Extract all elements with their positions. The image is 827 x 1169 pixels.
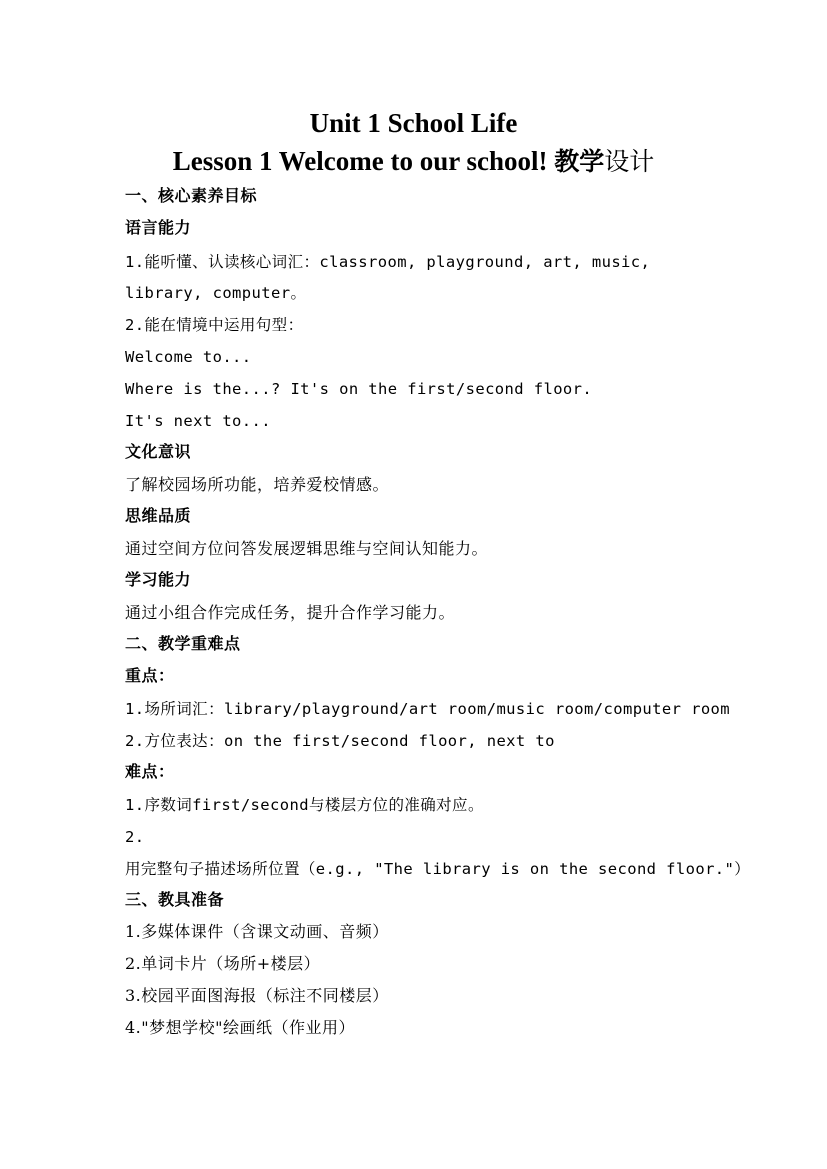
sentence-pattern: Where is the...? It's on the first/second floor. — [125, 380, 593, 398]
material-item: 3.校园平面图海报（标注不同楼层） — [125, 986, 389, 1005]
objective-line: 通过空间方位问答发展逻辑思维与空间认知能力。 — [125, 539, 489, 558]
difficulty-line: 2. — [125, 828, 145, 846]
material-item: 2.单词卡片（场所+楼层） — [125, 954, 321, 973]
unit-title: Unit 1 School Life — [309, 108, 518, 138]
lesson-title — [0, 143, 827, 180]
lesson-title-chinese-bold: 教学 — [554, 147, 605, 176]
objective-line: 2.能在情境中运用句型： — [125, 316, 304, 334]
lesson-title-chinese: 设计 — [604, 147, 655, 176]
section-heading-key-points: 二、教学重难点 — [125, 634, 241, 653]
section-heading-objectives: 一、核心素养目标 — [125, 186, 258, 205]
difficulty-line: 用完整句子描述场所位置（e.g., "The library is on the second floor."） — [125, 860, 751, 878]
subheading-thinking-quality: 思维品质 — [125, 506, 192, 525]
section-heading-materials: 三、教具准备 — [125, 890, 225, 909]
objective-line: library, computer。 — [125, 284, 307, 302]
subheading-language-ability: 语言能力 — [125, 218, 192, 237]
sentence-pattern: It's next to... — [125, 412, 271, 430]
subheading-learning-ability: 学习能力 — [125, 570, 192, 589]
objective-line: 了解校园场所功能，培养爱校情感。 — [125, 475, 390, 494]
key-point-line: 1.场所词汇：library/playground/art room/music room/computer room — [125, 700, 731, 718]
objective-line: 通过小组合作完成任务，提升合作学习能力。 — [125, 603, 456, 622]
objective-line: 1.能听懂、认读核心词汇：classroom, playground, art, music, — [125, 253, 651, 271]
key-point-line: 2.方位表达：on the first/second floor, next to — [125, 732, 555, 750]
lesson-title-english: Lesson 1 Welcome to our school! — [172, 146, 548, 176]
subheading-difficulties: 难点： — [125, 762, 175, 781]
difficulty-line: 1.序数词first/second与楼层方位的准确对应。 — [125, 796, 484, 814]
subheading-cultural-awareness: 文化意识 — [125, 442, 192, 461]
material-item: 1.多媒体课件（含课文动画、音频） — [125, 922, 389, 941]
material-item: 4."梦想学校"绘画纸（作业用） — [125, 1018, 355, 1037]
subheading-key-points: 重点： — [125, 666, 175, 685]
sentence-pattern: Welcome to... — [125, 348, 252, 366]
